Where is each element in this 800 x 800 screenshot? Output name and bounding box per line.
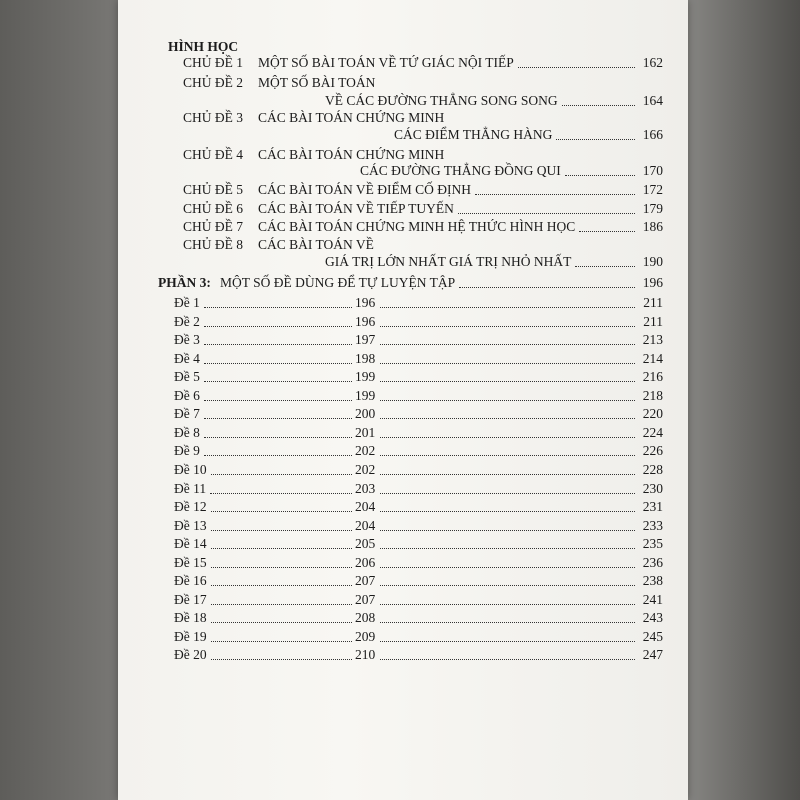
topic-title: MỘT SỐ BÀI TOÁN VỀ TỨ GIÁC NỘI TIẾP	[258, 55, 514, 70]
exam-problem-page: 205	[355, 536, 376, 551]
leader-dots	[380, 604, 635, 605]
topic-title-continued: CÁC ĐIỂM THẲNG HÀNG	[394, 127, 553, 142]
exam-problem-page: 202	[355, 462, 376, 477]
exam-solution-page: 243	[642, 610, 663, 625]
exam-solution-page: 241	[642, 592, 663, 607]
exam-label: Đề 10	[174, 462, 207, 477]
leader-dots	[211, 659, 352, 660]
exam-label: Đề 17	[174, 592, 207, 607]
topic-page-number: 179	[642, 201, 663, 216]
exam-solution-page: 211	[643, 314, 663, 329]
leader-dots	[204, 455, 352, 456]
leader-dots	[565, 175, 635, 176]
exam-label: Đề 11	[174, 481, 207, 496]
leader-dots	[575, 266, 635, 267]
leader-dots	[380, 567, 635, 568]
leader-dots	[204, 400, 352, 401]
topic-title: CÁC BÀI TOÁN CHỨNG MINH	[258, 147, 445, 162]
exam-solution-page: 230	[642, 481, 663, 496]
exam-solution-page: 245	[642, 629, 663, 644]
exam-label: Đề 3	[174, 332, 200, 347]
exam-label: Đề 6	[174, 388, 200, 403]
leader-dots	[211, 604, 352, 605]
leader-dots	[380, 659, 635, 660]
exam-problem-page: 201	[355, 425, 376, 440]
exam-label: Đề 15	[174, 555, 207, 570]
topic-page-number: 170	[642, 163, 663, 178]
exam-label: Đề 7	[174, 406, 200, 421]
leader-dots	[204, 381, 352, 382]
topic-title-continued: VỀ CÁC ĐƯỜNG THẲNG SONG SONG	[325, 93, 558, 108]
exam-label: Đề 14	[174, 536, 207, 551]
leader-dots	[380, 622, 635, 623]
topic-page-number: 186	[642, 219, 663, 234]
leader-dots	[211, 474, 352, 475]
exam-solution-page: 224	[642, 425, 663, 440]
exam-solution-page: 213	[642, 332, 663, 347]
exam-label: Đề 9	[174, 443, 200, 458]
topic-page-number: 162	[642, 55, 663, 70]
leader-dots	[204, 363, 352, 364]
leader-dots	[380, 641, 635, 642]
topic-label: CHỦ ĐỀ 3	[183, 110, 243, 125]
exam-label: Đề 13	[174, 518, 207, 533]
exam-solution-page: 233	[642, 518, 663, 533]
exam-problem-page: 207	[355, 573, 376, 588]
exam-problem-page: 196	[355, 295, 376, 310]
leader-dots	[458, 213, 635, 214]
leader-dots	[380, 307, 635, 308]
leader-dots	[211, 548, 352, 549]
leader-dots	[380, 418, 635, 419]
topic-title: CÁC BÀI TOÁN CHỨNG MINH	[258, 110, 445, 125]
exam-problem-page: 208	[355, 610, 376, 625]
leader-dots	[204, 437, 352, 438]
leader-dots	[380, 326, 635, 327]
exam-solution-page: 228	[642, 462, 663, 477]
leader-dots	[556, 139, 635, 140]
leader-dots	[380, 585, 635, 586]
leader-dots	[211, 530, 352, 531]
topic-title-continued: CÁC ĐƯỜNG THẲNG ĐỒNG QUI	[360, 163, 561, 178]
exam-solution-page: 238	[642, 573, 663, 588]
exam-problem-page: 206	[355, 555, 376, 570]
leader-dots	[211, 567, 352, 568]
background-left	[0, 0, 130, 800]
exam-label: Đề 12	[174, 499, 207, 514]
part3-label: PHẦN 3:	[158, 275, 211, 290]
leader-dots	[380, 381, 635, 382]
topic-label: CHỦ ĐỀ 7	[183, 219, 243, 234]
leader-dots	[380, 437, 635, 438]
exam-problem-page: 204	[355, 518, 376, 533]
exam-label: Đề 20	[174, 647, 207, 662]
exam-problem-page: 197	[355, 332, 376, 347]
part3-page-number: 196	[642, 275, 663, 290]
leader-dots	[380, 363, 635, 364]
leader-dots	[459, 287, 635, 288]
leader-dots	[204, 418, 352, 419]
exam-problem-page: 207	[355, 592, 376, 607]
topic-page-number: 172	[642, 182, 663, 197]
leader-dots	[211, 511, 352, 512]
exam-problem-page: 209	[355, 629, 376, 644]
exam-solution-page: 214	[642, 351, 663, 366]
exam-label: Đề 18	[174, 610, 207, 625]
exam-solution-page: 247	[642, 647, 663, 662]
exam-solution-page: 226	[642, 443, 663, 458]
section-title: HÌNH HỌC	[168, 39, 239, 54]
exam-label: Đề 1	[174, 295, 200, 310]
background-right	[680, 0, 800, 800]
topic-page-number: 190	[642, 254, 663, 269]
leader-dots	[380, 455, 635, 456]
topic-label: CHỦ ĐỀ 4	[183, 147, 243, 162]
leader-dots	[380, 474, 635, 475]
leader-dots	[380, 548, 635, 549]
topic-title: CÁC BÀI TOÁN VỀ TIẾP TUYẾN	[258, 201, 454, 216]
exam-label: Đề 4	[174, 351, 200, 366]
exam-solution-page: 231	[642, 499, 663, 514]
book-page	[118, 0, 688, 800]
exam-problem-page: 210	[355, 647, 376, 662]
exam-problem-page: 196	[355, 314, 376, 329]
leader-dots	[380, 344, 635, 345]
exam-solution-page: 216	[642, 369, 663, 384]
leader-dots	[579, 231, 635, 232]
leader-dots	[204, 326, 352, 327]
exam-problem-page: 199	[355, 388, 376, 403]
topic-label: CHỦ ĐỀ 8	[183, 237, 243, 252]
leader-dots	[204, 344, 352, 345]
topic-title-continued: GIÁ TRỊ LỚN NHẤT GIÁ TRỊ NHỎ NHẤT	[325, 254, 572, 269]
exam-solution-page: 218	[642, 388, 663, 403]
topic-title: CÁC BÀI TOÁN CHỨNG MINH HỆ THỨC HÌNH HỌC	[258, 219, 576, 234]
leader-dots	[211, 641, 352, 642]
leader-dots	[380, 511, 635, 512]
part3-title: MỘT SỐ ĐỀ DÙNG ĐỂ TỰ LUYỆN TẬP	[220, 275, 456, 290]
leader-dots	[562, 105, 635, 106]
exam-solution-page: 220	[642, 406, 663, 421]
leader-dots	[204, 307, 352, 308]
exam-problem-page: 198	[355, 351, 376, 366]
topic-label: CHỦ ĐỀ 6	[183, 201, 243, 216]
leader-dots	[380, 493, 635, 494]
exam-solution-page: 236	[642, 555, 663, 570]
exam-label: Đề 19	[174, 629, 207, 644]
exam-problem-page: 204	[355, 499, 376, 514]
leader-dots	[210, 493, 352, 494]
leader-dots	[518, 67, 635, 68]
topic-label: CHỦ ĐỀ 5	[183, 182, 243, 197]
exam-problem-page: 202	[355, 443, 376, 458]
leader-dots	[380, 530, 635, 531]
leader-dots	[211, 585, 352, 586]
leader-dots	[380, 400, 635, 401]
exam-solution-page: 211	[643, 295, 663, 310]
topic-label: CHỦ ĐỀ 2	[183, 75, 243, 90]
topic-page-number: 164	[642, 93, 663, 108]
exam-solution-page: 235	[642, 536, 663, 551]
topic-title: CÁC BÀI TOÁN VỀ ĐIỂM CỐ ĐỊNH	[258, 182, 472, 197]
topic-title: CÁC BÀI TOÁN VỀ	[258, 237, 374, 252]
leader-dots	[211, 622, 352, 623]
leader-dots	[475, 194, 635, 195]
topic-page-number: 166	[642, 127, 663, 142]
exam-label: Đề 16	[174, 573, 207, 588]
exam-label: Đề 5	[174, 369, 200, 384]
exam-label: Đề 2	[174, 314, 200, 329]
exam-label: Đề 8	[174, 425, 200, 440]
topic-label: CHỦ ĐỀ 1	[183, 55, 243, 70]
exam-problem-page: 199	[355, 369, 376, 384]
exam-problem-page: 200	[355, 406, 376, 421]
topic-title: MỘT SỐ BÀI TOÁN	[258, 75, 376, 90]
exam-problem-page: 203	[355, 481, 376, 496]
